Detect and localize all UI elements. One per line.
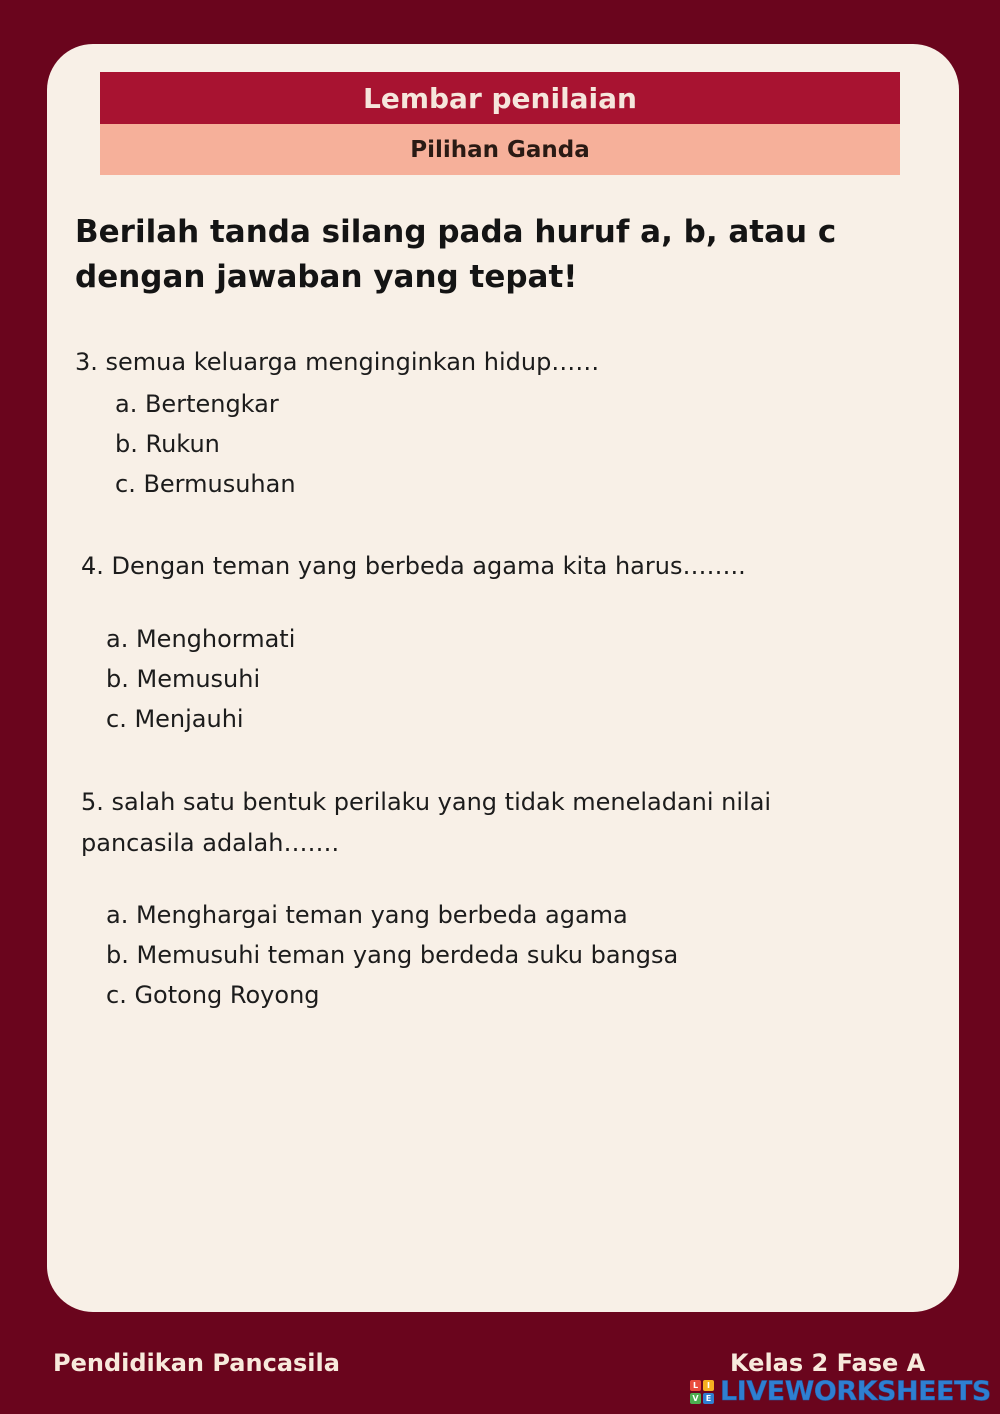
question-5-option-a[interactable]: a. Menghargai teman yang berbeda agama (106, 901, 628, 929)
question-5-option-c[interactable]: c. Gotong Royong (106, 981, 320, 1009)
worksheet-subtitle: Pilihan Ganda (100, 124, 900, 175)
question-4-option-b[interactable]: b. Memusuhi (106, 665, 261, 693)
footer-subject: Pendidikan Pancasila (53, 1349, 340, 1377)
liveworksheets-wordmark: LIVEWORKSHEETS (720, 1376, 991, 1407)
question-4-option-c[interactable]: c. Menjauhi (106, 705, 244, 733)
logo-letter-i: I (703, 1380, 714, 1391)
logo-letter-v: V (690, 1393, 701, 1404)
liveworksheets-logo (690, 1376, 991, 1407)
instruction-text: Berilah tanda silang pada huruf a, b, atau c dengan jawaban yang tepat! (75, 214, 837, 295)
question-3-option-a[interactable]: a. Bertengkar (115, 390, 279, 418)
question-5-text: 5. salah satu bentuk perilaku yang tidak meneladani nilai pancasila adalah……. (81, 788, 772, 857)
liveworksheets-icon (690, 1380, 714, 1404)
worksheet-title: Lembar penilaian (100, 72, 900, 124)
question-4-text: 4. Dengan teman yang berbeda agama kita harus…….. (81, 552, 746, 580)
logo-letter-l: L (690, 1380, 701, 1391)
question-3-option-b[interactable]: b. Rukun (115, 430, 220, 458)
question-4-option-a[interactable]: a. Menghormati (106, 625, 296, 653)
question-3-option-c[interactable]: c. Bermusuhan (115, 470, 296, 498)
question-5-option-b[interactable]: b. Memusuhi teman yang berdeda suku bangsa (106, 941, 679, 969)
logo-letter-e: E (703, 1393, 714, 1404)
footer-grade: Kelas 2 Fase A (730, 1349, 926, 1377)
question-3-text: 3. semua keluarga menginginkan hidup…… (75, 348, 600, 376)
